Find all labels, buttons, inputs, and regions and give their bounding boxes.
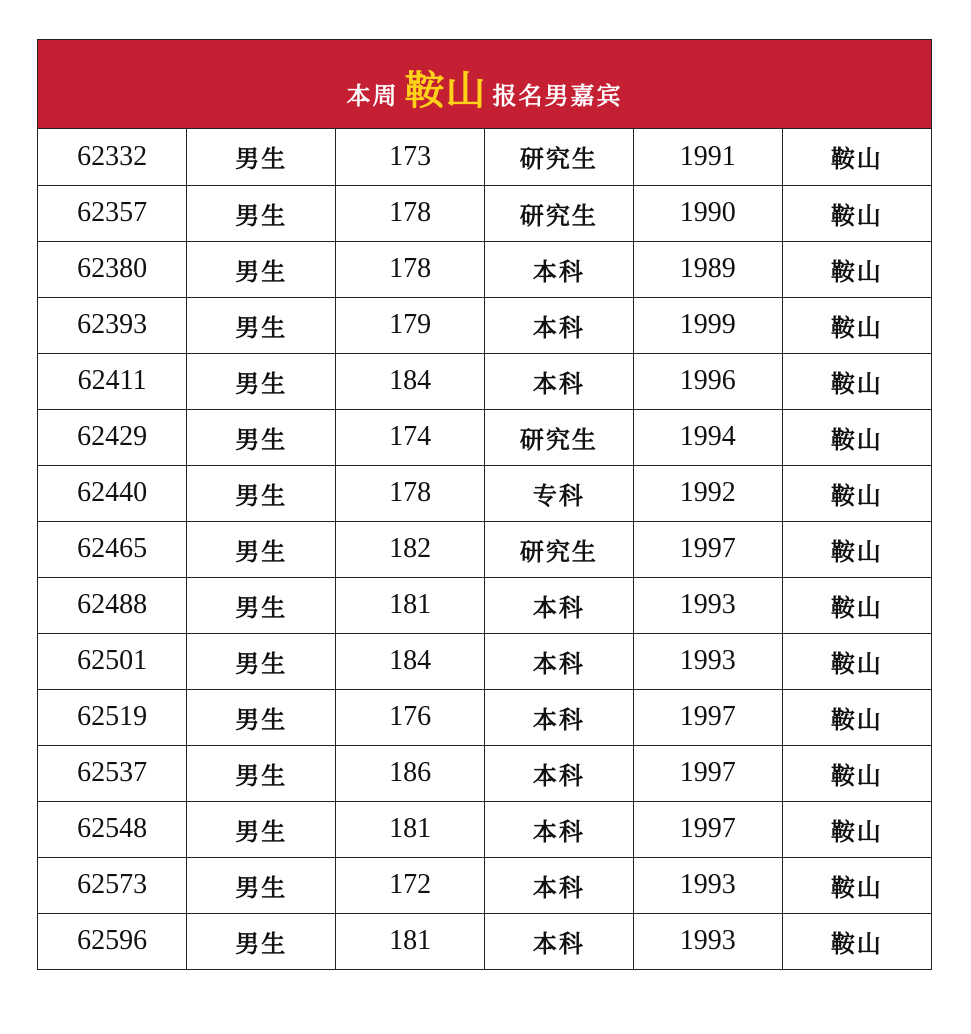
- cell-city: 鞍山: [782, 913, 931, 969]
- cell-education: 本科: [484, 857, 633, 913]
- cell-birth-year: 1997: [633, 745, 782, 801]
- cell-education: 本科: [484, 913, 633, 969]
- cell-height: 176: [336, 689, 485, 745]
- table-row: [38, 745, 931, 801]
- cell-birth-year: 1997: [633, 689, 782, 745]
- table-row: [38, 409, 931, 465]
- cell-birth-year: 1994: [633, 409, 782, 465]
- cell-gender: 男生: [187, 857, 336, 913]
- table-row: [38, 297, 931, 353]
- cell-city: 鞍山: [782, 409, 931, 465]
- cell-height: 174: [336, 409, 485, 465]
- table-row: [38, 577, 931, 633]
- cell-id: 62537: [38, 745, 187, 801]
- cell-height: 186: [336, 745, 485, 801]
- cell-city: 鞍山: [782, 129, 931, 185]
- cell-gender: 男生: [187, 241, 336, 297]
- cell-birth-year: 1993: [633, 577, 782, 633]
- cell-education: 本科: [484, 633, 633, 689]
- cell-id: 62393: [38, 297, 187, 353]
- table-row: [38, 241, 931, 297]
- cell-height: 184: [336, 633, 485, 689]
- table-row: [38, 129, 931, 185]
- cell-height: 182: [336, 521, 485, 577]
- title-prefix: 本周: [346, 80, 399, 110]
- table-row: [38, 185, 931, 241]
- cell-id: 62411: [38, 353, 187, 409]
- cell-city: 鞍山: [782, 297, 931, 353]
- cell-id: 62488: [38, 577, 187, 633]
- cell-id: 62332: [38, 129, 187, 185]
- cell-id: 62519: [38, 689, 187, 745]
- cell-city: 鞍山: [782, 801, 931, 857]
- cell-height: 173: [336, 129, 485, 185]
- cell-gender: 男生: [187, 465, 336, 521]
- title-suffix: 报名男嘉宾: [492, 80, 623, 110]
- table-row: [38, 353, 931, 409]
- cell-gender: 男生: [187, 745, 336, 801]
- cell-birth-year: 1992: [633, 465, 782, 521]
- cell-gender: 男生: [187, 633, 336, 689]
- cell-birth-year: 1989: [633, 241, 782, 297]
- cell-education: 本科: [484, 745, 633, 801]
- cell-birth-year: 1990: [633, 185, 782, 241]
- cell-gender: 男生: [187, 297, 336, 353]
- cell-id: 62596: [38, 913, 187, 969]
- cell-city: 鞍山: [782, 745, 931, 801]
- cell-gender: 男生: [187, 577, 336, 633]
- cell-id: 62548: [38, 801, 187, 857]
- cell-city: 鞍山: [782, 521, 931, 577]
- cell-height: 178: [336, 241, 485, 297]
- cell-city: 鞍山: [782, 689, 931, 745]
- cell-birth-year: 1991: [633, 129, 782, 185]
- table-row: [38, 689, 931, 745]
- cell-height: 181: [336, 577, 485, 633]
- cell-gender: 男生: [187, 185, 336, 241]
- table-row: [38, 521, 931, 577]
- cell-birth-year: 1999: [633, 297, 782, 353]
- cell-height: 181: [336, 801, 485, 857]
- cell-city: 鞍山: [782, 465, 931, 521]
- table-row: [38, 465, 931, 521]
- cell-gender: 男生: [187, 521, 336, 577]
- table-row: [38, 801, 931, 857]
- cell-education: 研究生: [484, 129, 633, 185]
- title-banner: [38, 40, 931, 129]
- cell-gender: 男生: [187, 129, 336, 185]
- cell-education: 本科: [484, 577, 633, 633]
- cell-birth-year: 1997: [633, 801, 782, 857]
- cell-height: 178: [336, 465, 485, 521]
- cell-height: 184: [336, 353, 485, 409]
- registrant-table: [38, 129, 931, 969]
- cell-id: 62380: [38, 241, 187, 297]
- cell-birth-year: 1996: [633, 353, 782, 409]
- cell-birth-year: 1993: [633, 857, 782, 913]
- cell-education: 本科: [484, 297, 633, 353]
- cell-education: 研究生: [484, 409, 633, 465]
- cell-gender: 男生: [187, 353, 336, 409]
- registrant-sheet: [37, 39, 932, 970]
- cell-id: 62573: [38, 857, 187, 913]
- cell-education: 本科: [484, 689, 633, 745]
- page-title: [347, 59, 623, 116]
- title-city: 鞍山: [404, 66, 487, 114]
- cell-education: 本科: [484, 353, 633, 409]
- cell-gender: 男生: [187, 689, 336, 745]
- cell-education: 本科: [484, 801, 633, 857]
- cell-gender: 男生: [187, 913, 336, 969]
- cell-birth-year: 1997: [633, 521, 782, 577]
- cell-city: 鞍山: [782, 633, 931, 689]
- cell-id: 62465: [38, 521, 187, 577]
- cell-city: 鞍山: [782, 577, 931, 633]
- cell-education: 专科: [484, 465, 633, 521]
- cell-height: 172: [336, 857, 485, 913]
- cell-id: 62501: [38, 633, 187, 689]
- cell-id: 62440: [38, 465, 187, 521]
- cell-height: 178: [336, 185, 485, 241]
- cell-city: 鞍山: [782, 857, 931, 913]
- cell-education: 本科: [484, 241, 633, 297]
- cell-gender: 男生: [187, 409, 336, 465]
- cell-education: 研究生: [484, 521, 633, 577]
- cell-id: 62429: [38, 409, 187, 465]
- cell-height: 179: [336, 297, 485, 353]
- cell-city: 鞍山: [782, 185, 931, 241]
- cell-id: 62357: [38, 185, 187, 241]
- cell-education: 研究生: [484, 185, 633, 241]
- cell-gender: 男生: [187, 801, 336, 857]
- cell-city: 鞍山: [782, 241, 931, 297]
- table-row: [38, 857, 931, 913]
- cell-birth-year: 1993: [633, 913, 782, 969]
- cell-city: 鞍山: [782, 353, 931, 409]
- table-row: [38, 633, 931, 689]
- cell-height: 181: [336, 913, 485, 969]
- cell-birth-year: 1993: [633, 633, 782, 689]
- table-row: [38, 913, 931, 969]
